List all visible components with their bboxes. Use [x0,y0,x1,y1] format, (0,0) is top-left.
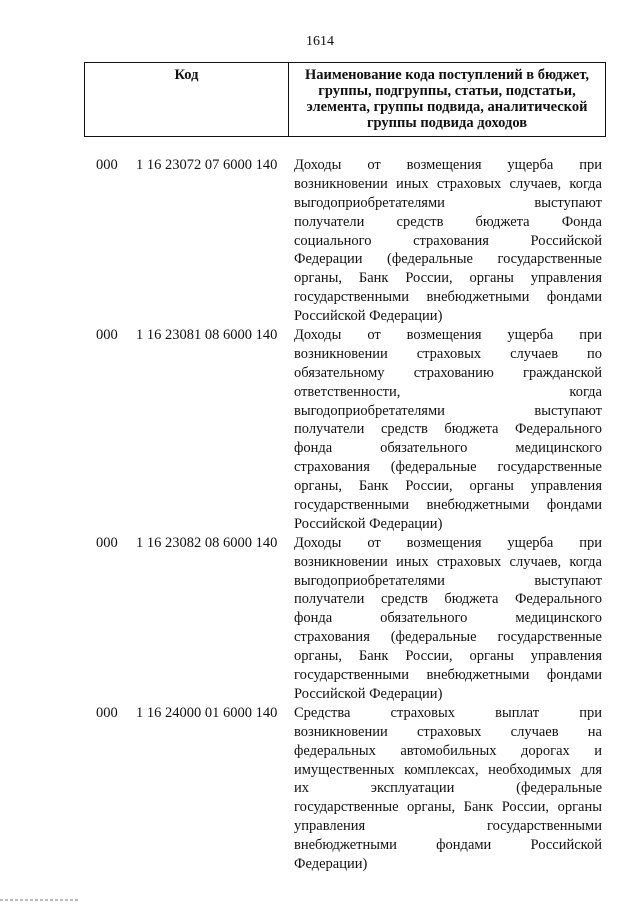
description-line: Российской Федерации) [294,685,443,702]
description-line: обязательному страхованию гражданской [294,364,602,381]
description-line: получатели средств бюджета Фонда [294,213,602,230]
description-line: Российской Федерации) [294,308,443,325]
description-line: фонда обязательного медицинского [294,610,602,627]
admin-code: 000 [96,157,118,173]
description-line: Доходы от возмещения ущерба при [294,327,602,344]
description-line: внебюджетными фондами Российской [294,837,602,854]
description-line: получатели средств бюджета Федерального [294,591,602,608]
description-line: Доходы от возмещения ущерба при [294,534,602,551]
description-line: управления государственными [294,818,602,835]
description-line: государственные органы, Банк России, органы [294,799,602,816]
revenue-description [294,704,602,874]
revenue-description [294,156,602,326]
description-line: органы, Банк России, органы управления [294,648,602,665]
revenue-description [294,326,602,534]
description-line: Доходы от возмещения ущерба при [294,157,602,173]
revenue-code: 1 16 23082 08 6000 140 [136,534,278,551]
revenue-description [294,534,602,704]
description-line: Федерации) [294,855,368,872]
description-line: выгодоприобретателями выступают [294,402,602,419]
description-line: фонда обязательного медицинского [294,440,602,457]
revenue-code: 1 16 23072 07 6000 140 [136,157,278,173]
description-line: Российской Федерации) [294,515,443,532]
page-number: 1614 [306,34,334,49]
header-name-line: группы, подгруппы, статьи, подстатьи, [318,83,576,99]
table-row [96,534,606,704]
description-line: получатели средств бюджета Федерального [294,421,602,438]
description-line: возникновении иных страховых случаев, когда [294,175,602,192]
admin-code: 000 [96,704,118,721]
description-line: выгодоприобретателями выступают [294,572,602,589]
revenue-code: 1 16 23081 08 6000 140 [136,327,278,344]
description-line: их эксплуатации (федеральные [294,780,602,797]
header-code-cell: Код [85,63,289,136]
description-line: государственными внебюджетными фондами [294,497,602,514]
description-line: государственными внебюджетными фондами [294,289,602,306]
description-line: возникновении страховых случаев на [294,723,602,740]
description-line: Федерации (федеральные государственные [294,251,602,268]
description-line: выгодоприобретателями выступают [294,194,602,211]
header-name-line: Наименование кода поступлений в бюджет, [304,67,590,83]
header-name-cell [289,63,605,136]
description-line: страхования (федеральные государственные [294,459,602,476]
revenue-code: 1 16 24000 01 6000 140 [136,704,278,721]
description-line: органы, Банк России, органы управления [294,270,602,287]
description-line: возникновении страховых случаев по [294,345,602,362]
table-row [96,156,606,326]
description-line: ответственности, когда [294,383,602,400]
description-line: социального страхования Российской [294,232,602,249]
scan-artifact [0,899,80,901]
admin-code: 000 [96,327,118,344]
table-row [96,704,606,874]
description-line: Средства страховых выплат при [294,704,602,721]
description-line: федеральных автомобильных дорогах и [294,742,602,759]
header-name-line: элемента, группы подвида, аналитической [306,99,588,115]
table-row [96,326,606,534]
description-line: возникновении иных страховых случаев, когда [294,553,602,570]
table-header [84,62,606,137]
entries-list [96,156,606,874]
description-line: имущественных комплексах, необходимых для [294,761,602,778]
description-line: государственными внебюджетными фондами [294,667,602,684]
description-line: страхования (федеральные государственные [294,629,602,646]
description-line: органы, Банк России, органы управления [294,478,602,495]
header-name-line: группы подвида доходов [366,115,528,131]
admin-code: 000 [96,534,118,551]
